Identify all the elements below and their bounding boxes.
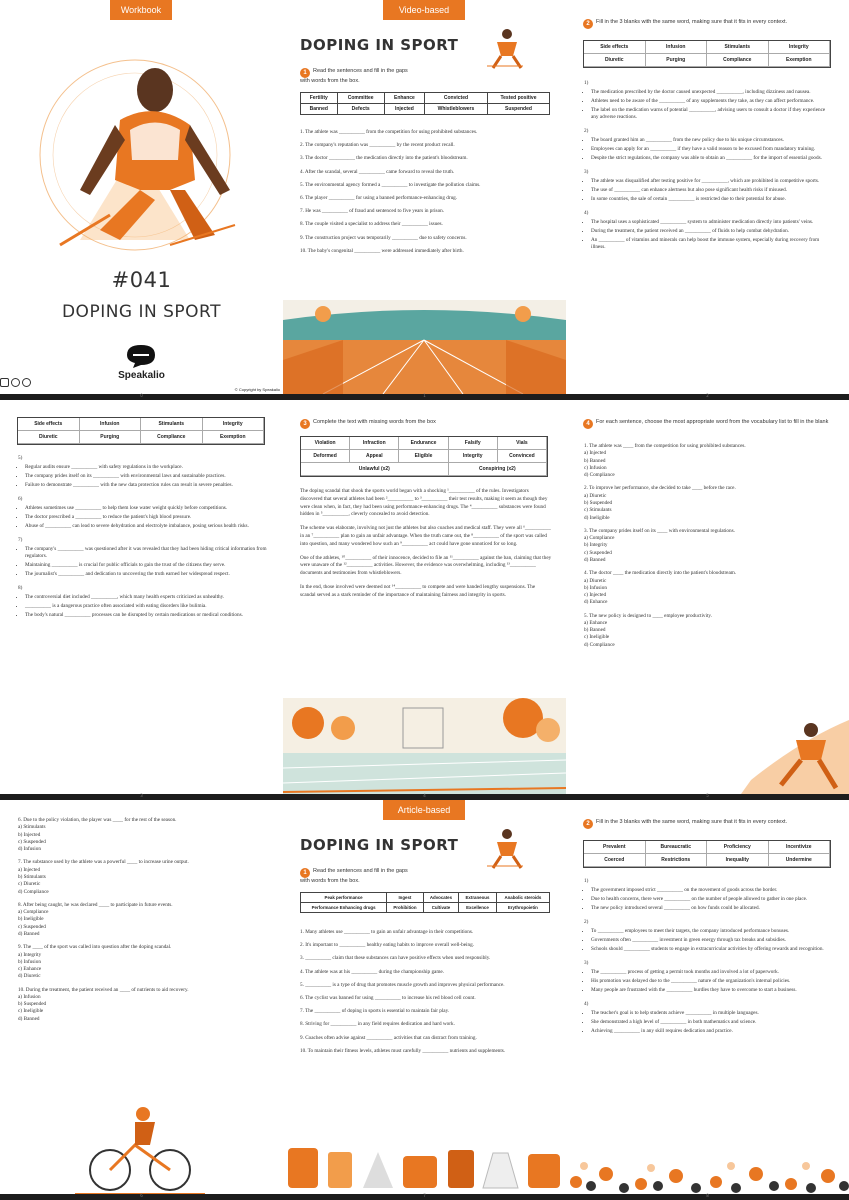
cloze-text bbox=[300, 488, 552, 606]
page-video-exercise-4-cont bbox=[0, 800, 283, 1200]
question-block: 2) • To __________ employees to meet their targets, the company introduced performance bonuses. • Governments often __________ investment in green energy through tax breaks and subsidies. • Schools should __________ students to engage in extracurricular activities by offering rewards and recognition. bbox=[584, 919, 834, 953]
mcq-item: 8. After being caught, he was declared ____ to participate in future events. a) Compliance b) Ineligible c) Suspended d) Banned bbox=[18, 901, 173, 937]
cover-title: DOPING IN SPORT bbox=[61, 302, 222, 322]
article-based-tab: Article-based bbox=[383, 800, 465, 820]
paragraph: The doping scandal that shook the sports world began with a shocking ¹__________ of the rules. Investigators discovered that several athletes had been ²__________ to ³__________ their test results, making it seem as though they were clean when, in fact, they had been using performance-enhancing drugs. The ⁴__________ substances were found hidden in ⁵__________, cleverly concealed to avoid detection. bbox=[300, 488, 548, 518]
sentence: 8. The couple visited a specialist to address their __________ issues. bbox=[300, 221, 443, 228]
page-cover bbox=[0, 0, 283, 400]
page-video-exercise-4 bbox=[566, 400, 849, 800]
vocab-box: Fertility Committee Enhance Convicted Tested positive Banned Defects Injected Whistleblowers Suspended bbox=[300, 92, 550, 115]
sentence: 5. The environmental agency formed a __________ to investigate the pollution claims. bbox=[300, 181, 481, 188]
sentence: 3. The doctor __________ the medication directly into the patient's bloodstream. bbox=[300, 155, 468, 162]
vocab-box: Violation Infraction Endurance Falsify Vials Deformed Appeal Eligible Integrity Convinced Unlawful (x2) Conspiring (x2) bbox=[300, 436, 548, 477]
stadium-illustration bbox=[283, 300, 566, 394]
sentence: 4. After the scandal, several __________ came forward to reveal the truth. bbox=[300, 168, 455, 175]
mcq-item: 2. To improve her performance, she decided to take ____ before the race. a) Diuretic b) Suspended c) Stimulants d) Ineligible bbox=[584, 485, 736, 521]
brand-name: Speakalio bbox=[118, 370, 165, 381]
blanks-list bbox=[18, 455, 268, 626]
sentence: 9. The construction project was temporarily __________ due to safety concerns. bbox=[300, 234, 467, 241]
sentence-list bbox=[300, 129, 555, 261]
sentence: 3. __________ claim that these substances can have positive effects when used responsibly. bbox=[300, 955, 491, 962]
page-article-exercise-2 bbox=[566, 800, 849, 1200]
mcq-item: 7. The substance used by the athlete was a powerful ____ to increase urine output. a) Injected b) Stimulants c) Diuretic d) Compliance bbox=[18, 859, 189, 895]
section-title: DOPING IN SPORT bbox=[300, 36, 459, 54]
page-number: 2 bbox=[706, 393, 709, 398]
sentence: 10. To maintain their fitness levels, athletes must carefully __________ nutrients and supplements. bbox=[300, 1047, 506, 1054]
page-number: 1 bbox=[423, 393, 426, 398]
sentence: 6. The cyclist was banned for using __________ to increase his red blood cell count. bbox=[300, 995, 476, 1002]
paragraph: In the end, those involved were deemed not ¹⁴__________ to compete and were handed lengthy suspensions. The scandal served as a stark reminder of the importance of maintaining fairness and integrity in sports. bbox=[300, 583, 536, 598]
vocab-box: Side effects Infusion Stimulants Integrity Diuretic Purging Compliance Exemption bbox=[17, 417, 265, 445]
sprinter-corner-illustration bbox=[741, 700, 849, 794]
video-based-tab: Video-based bbox=[383, 0, 465, 20]
paragraph: The scheme was elaborate, involving not just the athletes but also coaches and medical staff. They were all ⁶__________ in an ⁷__________ plan to gain an unfair advantage. When the truth came out, the ⁸__________ of the sport was called into question, and many wondered how such an ⁹__________ act could have gone unnoticed for so long. bbox=[300, 525, 551, 547]
question-block: 4) • The hospital uses a sophisticated __________ system to administer medication directly into patients' veins. • During the treatment, the patient received an __________ of fluids to help combat dehydration. • An __________ of vitamins and minerals can help boost the immune system, especially during recovery from illness. bbox=[584, 210, 834, 251]
mcq-item: 1. The athlete was ____ from the competition for using prohibited substances. a) Injected b) Banned c) Infusion d) Compliance bbox=[584, 443, 746, 479]
sentence: 6. The player __________ for using a banned performance-enhancing drug. bbox=[300, 195, 458, 202]
mcq-item: 5. The new policy is designed to ____ employee productivity. a) Enhance b) Banned c) Ineligible d) Compliance bbox=[584, 612, 712, 648]
sentence: 8. Striving for __________ in any field requires dedication and hard work. bbox=[300, 1021, 455, 1028]
question-block: 3) • The athlete was disqualified after testing positive for __________, which are prohibited in competitive sports. • The use of __________ can enhance alertness but also pose significant health risks if misused. • In some countries, the sale of certain __________ is restricted due to their potential for abuse. bbox=[584, 169, 834, 203]
sentence: 2. The company's reputation was __________ by the recent product recall. bbox=[300, 142, 455, 149]
vocab-box: Peak performance Ingest Advocates Extraneous Anabolic steroids Performance Enhancing drugs Prohibition Cultivate Excellence Erythropoietin bbox=[300, 892, 550, 913]
question-block: 6) • Athletes sometimes use __________ to help them lose water weight quickly before competitions. • The doctor prescribed a __________ to reduce the patient's high blood pressure. • Abuse of __________ can lead to severe dehydration and electrolyte imbalance, posing serious health risks. bbox=[18, 496, 268, 530]
mcq-item: 6. Due to the policy violation, the player was ____ for the rest of the season. a) Stimulants b) Injected c) Suspended d) Infusion bbox=[18, 817, 177, 853]
workbook-code: #041 bbox=[111, 268, 172, 292]
section-title: DOPING IN SPORT bbox=[300, 836, 459, 854]
sports-gear-illustration bbox=[283, 1138, 566, 1194]
vocab-box: Side effects Infusion Stimulants Integrity Diuretic Purging Compliance Exemption bbox=[583, 40, 831, 68]
sentence: 9. Coaches often advise against __________ activities that can distract from training. bbox=[300, 1034, 477, 1041]
page-number: 7 bbox=[423, 1193, 426, 1198]
runner-icon bbox=[483, 26, 527, 70]
mcq-item: 10. During the treatment, the patient received an ____ of nutrients to aid recovery. a) Infusion b) Suspended c) Ineligible d) Banned bbox=[18, 986, 189, 1022]
exercise-instruction: 2 Fill in the 3 blanks with the same word, making sure that it fits in every context. bbox=[583, 19, 843, 29]
sentence: 10. The baby's congenital __________ were addressed immediately after birth. bbox=[300, 247, 464, 254]
page-video-exercise-2 bbox=[566, 0, 849, 400]
page-number: 3 bbox=[140, 793, 143, 798]
paragraph: One of the athletes, ¹⁰__________ of their innocence, decided to file an ¹¹__________ against the ban, claiming that they were unaware of the ¹²__________ activities. However, the evidence was overwhelming, including ¹³__________ documents and testimonies from whistleblowers. bbox=[300, 554, 552, 577]
mcq-item: 4. The doctor ____ the medication directly into the patient's bloodstream. a) Diuretic b) Infusion c) Injected d) Enhance bbox=[584, 570, 737, 606]
mcq-item: 9. The ____ of the sport was called into question after the doping scandal. a) Integrity b) Infusion c) Enhance d) Diuretic bbox=[18, 944, 172, 980]
speakalio-logo-icon bbox=[123, 343, 159, 369]
page-video-exercise-3 bbox=[283, 400, 566, 800]
vocab-box: Prevalent Bureaucratic Proficiency Incentivize Coerced Restrictions Inequality Undermine bbox=[583, 840, 831, 868]
blanks-list bbox=[584, 80, 834, 258]
page-number: 5 bbox=[706, 793, 709, 798]
mcq-list bbox=[18, 817, 273, 1029]
exercise-number: 1 bbox=[300, 868, 310, 878]
runner-icon bbox=[483, 826, 527, 870]
sprinter-illustration bbox=[20, 40, 250, 255]
facebook-icon[interactable] bbox=[11, 378, 20, 387]
sentence: 7. He was __________ of fraud and sentenced to five years in prison. bbox=[300, 208, 445, 215]
mcq-list bbox=[584, 443, 839, 655]
autumn-track-illustration bbox=[283, 698, 566, 794]
page-number: 6 bbox=[140, 1193, 143, 1198]
cyclist-illustration bbox=[75, 1100, 205, 1194]
chat-icon[interactable] bbox=[22, 378, 31, 387]
question-block: 2) • The board granted him an __________ from the new policy due to his unique circumstances. • Employees can apply for an __________ if they have a valid reason to be excused from mandatory training. • Despite the strict regulations, the company was able to obtain an __________ for the import of essential goods. bbox=[584, 128, 834, 162]
sentence: 4. The athlete was at his __________ during the championship game. bbox=[300, 968, 444, 975]
exercise-instruction: 4 For each sentence, choose the most appropriate word from the vocabulary list to fill in the blank bbox=[583, 419, 838, 429]
question-block: 7) • The company's __________ was questioned after it was revealed that they had been hiding critical information from regulators. • Maintaining __________ is crucial for public officials to gain the trust of the citizens they serve. • The journalist's __________ and dedication to uncovering the truth earned her widespread respect. bbox=[18, 537, 268, 578]
copyright: © Copyright by Speakalio bbox=[234, 387, 280, 392]
sentence: 5. __________ is a type of drug that promotes muscle growth and improves physical performance. bbox=[300, 981, 505, 988]
page-video-exercise-2-cont bbox=[0, 400, 283, 800]
sentence-list bbox=[300, 929, 555, 1061]
question-block: 8) • The controversial diet included __________, which many health experts criticized as unhealthy. • __________ is a dangerous practice often associated with eating disorders like bulimia. • The body's natural __________ processes can be disrupted by certain medications or medical conditions. bbox=[18, 585, 268, 619]
question-block: 4) • The teacher's goal is to help students achieve __________ in multiple languages. • She demonstrated a high level of __________ in both mathematics and science. • Achieving __________ in any skill requires dedication and practice. bbox=[584, 1001, 834, 1035]
question-block: 3) • The __________ process of getting a permit took months and involved a lot of paperwork. • His promotion was delayed due to the __________ nature of the organization's internal policies. • Many people are frustrated with the __________ hurdles they have to overcome to start a business. bbox=[584, 960, 834, 994]
exercise-instruction: 2 Fill in the 3 blanks with the same word, making sure that it fits in every context. bbox=[583, 819, 843, 829]
page-number: 0 bbox=[140, 393, 143, 398]
exercise-number: 1 bbox=[300, 68, 310, 78]
page-video-exercise-1 bbox=[283, 0, 566, 400]
blanks-list bbox=[584, 878, 834, 1042]
exercise-instruction: 3 Complete the text with missing words from the box bbox=[300, 419, 555, 429]
exercise-instruction: 1 Read the sentences and fill in the gaps with words from the box. bbox=[300, 68, 408, 84]
exercise-instruction: 1 Read the sentences and fill in the gaps with words from the box. bbox=[300, 868, 408, 884]
workbook-tab: Workbook bbox=[110, 0, 172, 20]
sentence: 1. The athlete was __________ from the competition for using prohibited substances. bbox=[300, 129, 478, 135]
question-block: 1) • The government imposed strict __________ on the movement of goods across the border. • Due to health concerns, there were __________ on the number of people allowed to gather in one place. • The new policy introduced several __________ on how funds could be allocated. bbox=[584, 878, 834, 912]
question-block: 5) • Regular audits ensure __________ with safety regulations in the workplace. • The company prides itself on its __________ with environmental laws and sustainable practices. • Failure to demonstrate __________ with the new data protection rules can result in severe penalties. bbox=[18, 455, 268, 489]
question-block: 1) • The medication prescribed by the doctor caused unexpected __________, including dizziness and nausea. • Athletes need to be aware of the __________ of any supplements they take, as they can affect performance. • The label on the medication warns of potential __________, advising users to consult a doctor if they experience any adverse reactions. bbox=[584, 80, 834, 121]
exercise-number: 4 bbox=[583, 419, 593, 429]
page-number: 4 bbox=[423, 793, 426, 798]
instagram-icon[interactable] bbox=[0, 378, 9, 387]
sentence: 1. Many athletes use __________ to gain an unfair advantage in their competitions. bbox=[300, 929, 474, 935]
sentence: 7. The __________ of doping in sports is essential to maintain fair play. bbox=[300, 1008, 450, 1015]
page-article-exercise-1 bbox=[283, 800, 566, 1200]
mcq-item: 3. The company prides itself on its ____ with environmental regulations. a) Compliance b) Integrity c) Suspended d) Banned bbox=[584, 527, 735, 563]
page-number: 8 bbox=[706, 1193, 709, 1198]
exercise-number: 2 bbox=[583, 819, 593, 829]
sentence: 2. It's important to __________ healthy eating habits to improve overall well-being. bbox=[300, 942, 474, 949]
exercise-number: 2 bbox=[583, 19, 593, 29]
social-icons bbox=[0, 378, 31, 387]
pills-illustration bbox=[566, 1152, 849, 1194]
exercise-number: 3 bbox=[300, 419, 310, 429]
